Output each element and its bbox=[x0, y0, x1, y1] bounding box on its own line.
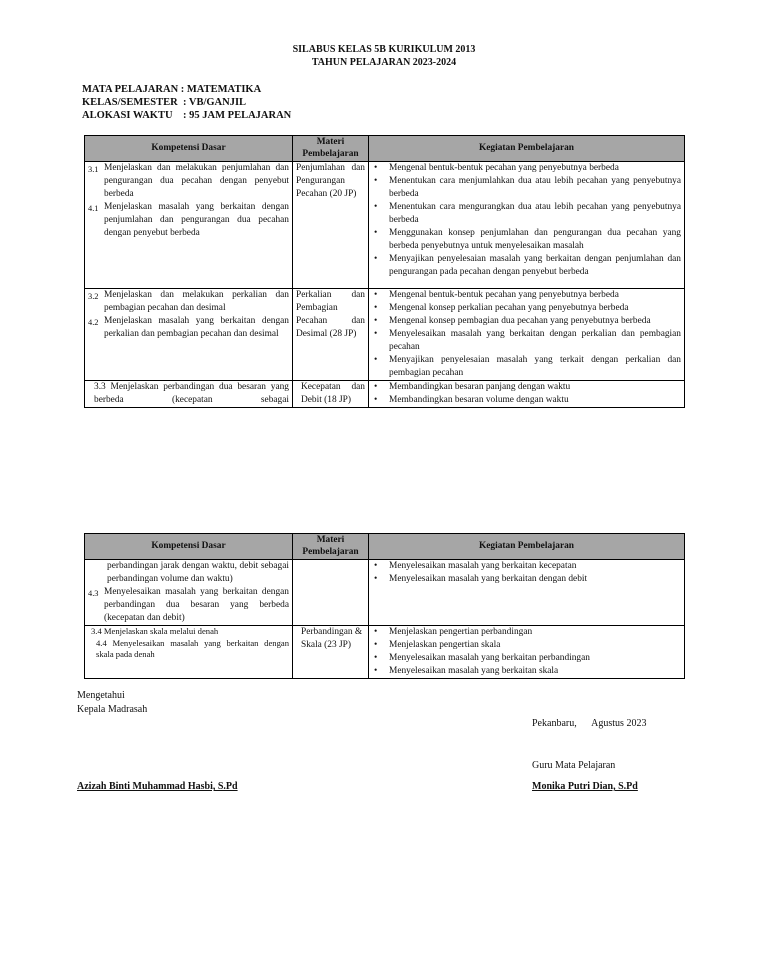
kd-item: 4.2 Menjelaskan masalah yang berkaitan dengan perkalian dan pembagian pecahan dan desimal bbox=[88, 316, 289, 339]
signature-left-role: Kepala Madrasah bbox=[77, 704, 148, 715]
header-materi: Materi Pembelajaran bbox=[293, 136, 369, 162]
signature-left-block bbox=[77, 689, 147, 717]
kd-cell bbox=[85, 560, 293, 626]
list-item: • Menjelaskan pengertian perbandingan bbox=[372, 626, 681, 639]
kd-item: 3.4 Menjelaskan skala melalui denah bbox=[91, 626, 219, 636]
list-item: • Mengenal konsep perkalian pecahan yang penyebutnya berbeda bbox=[372, 302, 681, 315]
header-kompetensi-dasar: Kompetensi Dasar bbox=[85, 136, 293, 162]
list-item: • Menyelesaikan masalah yang berkaitan skala bbox=[372, 665, 681, 678]
table-header-row bbox=[85, 136, 685, 162]
list-item: • Menyelesaikan masalah yang berkaitan dengan perkalian dan pembagian pecahan bbox=[372, 328, 681, 354]
meta-mata-pelajaran: MATA PELAJARAN : MATEMATIKA bbox=[82, 84, 262, 95]
list-item: • Mengenal bentuk-bentuk pecahan yang penyebutnya berbeda bbox=[372, 289, 681, 302]
kd-item: 4.4 Menyelesaikan masalah yang berkaitan dengan skala pada denah bbox=[96, 637, 289, 659]
header-materi: Materi Pembelajaran bbox=[293, 534, 369, 560]
kegiatan-cell bbox=[369, 381, 685, 408]
kegiatan-cell bbox=[369, 289, 685, 381]
list-item: • Menentukan cara menjumlahkan dua atau lebih pecahan yang penyebutnya berbeda bbox=[372, 175, 681, 201]
header-kompetensi-dasar: Kompetensi Dasar bbox=[85, 534, 293, 560]
materi-cell: Kecepatan dan Debit (18 JP) bbox=[293, 381, 369, 408]
table-header-row bbox=[85, 534, 685, 560]
table-row bbox=[85, 162, 685, 289]
list-item: • Mengenal konsep pembagian dua pecahan yang penyebutnya berbeda bbox=[372, 315, 681, 328]
list-item: • Menentukan cara mengurangkan dua atau lebih pecahan yang penyebutnya berbeda bbox=[372, 201, 681, 227]
list-item: • Mengenal bentuk-bentuk pecahan yang penyebutnya berbeda bbox=[372, 162, 681, 175]
document-subtitle: TAHUN PELAJARAN 2023-2024 bbox=[311, 57, 457, 68]
materi-cell: Penjumlahan dan Pengurangan Pecahan (20 JP) bbox=[293, 162, 369, 289]
materi-cell bbox=[293, 560, 369, 626]
document-meta bbox=[82, 83, 291, 122]
kd-item: 3.1 Menjelaskan dan melakukan penjumlahan dan pengurangan dua pecahan dengan penyebut berbeda bbox=[88, 163, 289, 199]
list-item: • Menyajikan penyelesaian masalah yang berkaitan dengan penjumlahan dan pengurangan pada pecahan dengan penyebut berbeda bbox=[372, 253, 681, 279]
header-kegiatan: Kegiatan Pembelajaran bbox=[369, 534, 685, 560]
syllabus-table-1 bbox=[84, 135, 685, 408]
signature-right-place-date: Pekanbaru, Agustus 2023 bbox=[532, 718, 647, 729]
header-kegiatan: Kegiatan Pembelajaran bbox=[369, 136, 685, 162]
syllabus-table-2 bbox=[84, 533, 685, 679]
signature-right-name: Monika Putri Dian, S.Pd bbox=[532, 781, 638, 792]
materi-cell: Perbandingan & Skala (23 JP) bbox=[293, 626, 369, 679]
table-row bbox=[85, 626, 685, 679]
signature-left-label: Mengetahui bbox=[77, 690, 125, 701]
meta-alokasi-waktu: ALOKASI WAKTU : 95 JAM PELAJARAN bbox=[82, 110, 292, 121]
kd-item: 4.3 Menyelesaikan masalah yang berkaitan dengan perbandingan dua besaran yang berbeda (kecepatan dan debit) bbox=[88, 587, 289, 623]
meta-kelas-semester: KELAS/SEMESTER : VB/GANJIL bbox=[82, 97, 247, 108]
list-item: • Menyelesaikan masalah yang berkaitan dengan debit bbox=[372, 573, 681, 586]
signature-right-role: Guru Mata Pelajaran bbox=[532, 760, 616, 771]
kd-cell: 3.3 Menjelaskan perbandingan dua besaran yang berbeda (kecepatan sebagai bbox=[85, 381, 293, 408]
list-item: • Menjelaskan pengertian skala bbox=[372, 639, 681, 652]
kegiatan-cell bbox=[369, 560, 685, 626]
list-item: • Menyelesaikan masalah yang berkaitan perbandingan bbox=[372, 652, 681, 665]
list-item: • Menggunakan konsep penjumlahan dan pengurangan dua pecahan yang berbeda penyebutnya untuk menyelesaikan masalah bbox=[372, 227, 681, 253]
document-title: SILABUS KELAS 5B KURIKULUM 2013 bbox=[292, 44, 476, 55]
signature-right-block bbox=[532, 689, 646, 787]
kegiatan-cell bbox=[369, 162, 685, 289]
signature-left-name: Azizah Binti Muhammad Hasbi, S.Pd bbox=[77, 781, 238, 792]
table-row bbox=[85, 289, 685, 381]
kd-cell bbox=[85, 626, 293, 679]
list-item: • Membandingkan besaran volume dengan waktu bbox=[372, 394, 681, 407]
kegiatan-cell bbox=[369, 626, 685, 679]
kd-continued-text: perbandingan jarak dengan waktu, debit sebagai perbandingan volume dan waktu) bbox=[107, 561, 289, 584]
list-item: • Menyajikan penyelesaian masalah yang terkait dengan perkalian dan pembagian pecahan bbox=[372, 354, 681, 380]
kd-item: 4.1 Menjelaskan masalah yang berkaitan dengan penjumlahan dan pengurangan dua pecahan dengan penyebut berbeda bbox=[88, 202, 289, 238]
table-row bbox=[85, 381, 685, 408]
list-item: • Menyelesaikan masalah yang berkaitan kecepatan bbox=[372, 560, 681, 573]
materi-cell: Perkalian dan Pembagian Pecahan dan Desimal (28 JP) bbox=[293, 289, 369, 381]
list-item: • Membandingkan besaran panjang dengan waktu bbox=[372, 381, 681, 394]
kd-cell bbox=[85, 289, 293, 381]
kd-item: 3.2 Menjelaskan dan melakukan perkalian dan pembagian pecahan dan desimal bbox=[88, 290, 289, 313]
table-row bbox=[85, 560, 685, 626]
kd-cell bbox=[85, 162, 293, 289]
